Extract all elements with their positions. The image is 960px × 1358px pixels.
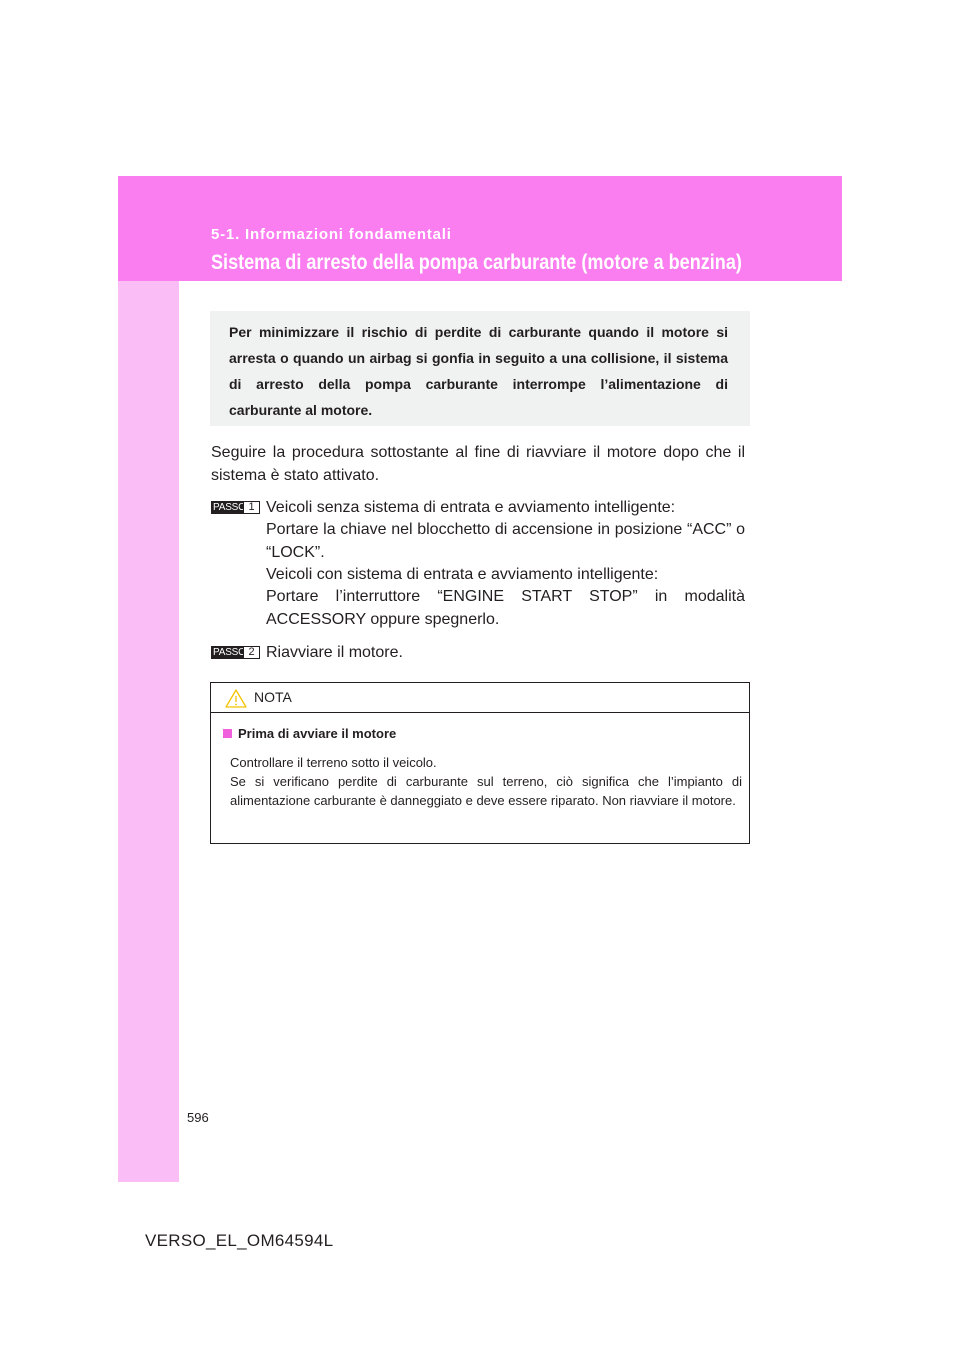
warning-triangle-icon bbox=[225, 689, 247, 713]
step-1-line-2: Portare la chiave nel blocchetto di accensione in posizione “ACC” o “LOCK”. bbox=[266, 521, 745, 561]
step-1-badge bbox=[211, 501, 262, 514]
step-1-line-1: Veicoli senza sistema di entrata e avviamento intelligente: bbox=[266, 499, 676, 516]
page-number: 596 bbox=[187, 1110, 209, 1125]
lead-paragraph: Seguire la procedura sottostante al fine di riavviare il motore dopo che il sistema è stato attivato. bbox=[211, 444, 745, 484]
notice-header bbox=[211, 683, 749, 713]
document-code: VERSO_EL_OM64594L bbox=[145, 1231, 334, 1250]
intro-text: Per minimizzare il rischio di perdite di carburante quando il motore si arresta o quando un airbag si gonfia in seguito a una collisione, il sistema di arresto della pompa carburante interrompe l’alimentazione di carburante al motore. bbox=[229, 324, 728, 418]
page-title: Sistema di arresto della pompa carburante (motore a benzina) bbox=[211, 251, 742, 274]
notice-box bbox=[210, 682, 750, 844]
notice-subtitle-text: Prima di avviare il motore bbox=[238, 726, 397, 741]
section-label: 5-1. Informazioni fondamentali bbox=[211, 226, 452, 243]
step-2-badge-word: PASSO bbox=[213, 647, 246, 658]
intro-box bbox=[210, 311, 750, 426]
step-1-badge-number: 1 bbox=[243, 501, 260, 514]
notice-title: NOTA bbox=[254, 689, 292, 705]
notice-text bbox=[230, 753, 742, 810]
step-2-line-1: Riavviare il motore. bbox=[266, 644, 403, 661]
step-2-badge bbox=[211, 646, 262, 659]
bullet-square-icon bbox=[223, 729, 232, 738]
page-sidebar bbox=[118, 176, 179, 1182]
step-2-badge-number: 2 bbox=[243, 646, 260, 659]
notice-subtitle bbox=[223, 726, 396, 741]
step-1-line-4: Portare l’interruttore “ENGINE START STOP” in modalità ACCESSORY oppure spegnerlo. bbox=[266, 588, 745, 628]
step-1-badge-word: PASSO bbox=[213, 502, 246, 513]
step-1-line-3: Veicoli con sistema di entrata e avviamento intelligente: bbox=[266, 566, 659, 583]
notice-text-line-1: Controllare il terreno sotto il veicolo. bbox=[230, 755, 437, 770]
notice-text-line-2: Se si verificano perdite di carburante sul terreno, ciò significa che l’impianto di alimentazione carburante è danneggiato e deve essere riparato. Non riavviare il motore. bbox=[230, 774, 742, 808]
